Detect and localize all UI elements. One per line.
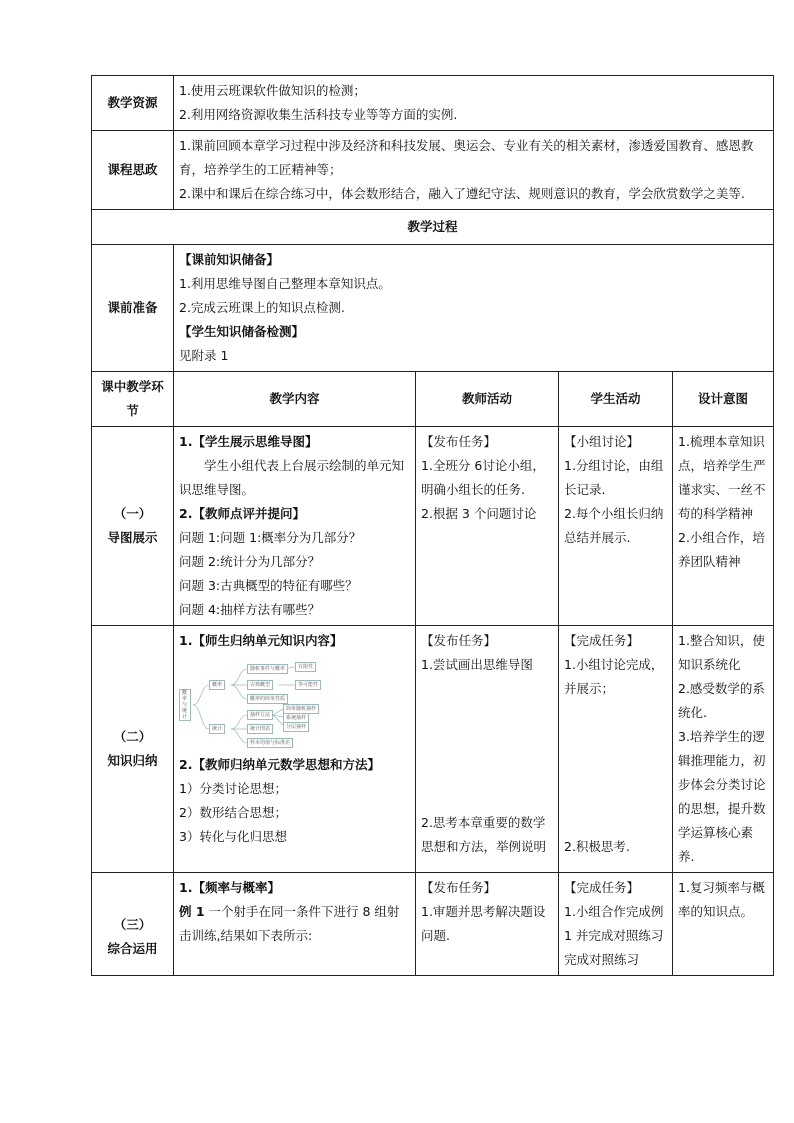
prep-row xyxy=(92,245,774,372)
ideology-row xyxy=(92,131,774,210)
ideology-cell xyxy=(174,131,774,210)
section-2-intent xyxy=(673,626,774,873)
question-4: 问题 4:抽样方法有哪些？ xyxy=(179,602,321,617)
section-2-student xyxy=(559,626,673,873)
section-3-name: 综合运用 xyxy=(107,941,158,956)
section-1-teacher-1: 1.全班分 6讨论小组，明确小组长的任务. xyxy=(421,458,545,497)
mind-map-node: 样本均值与标准差 xyxy=(247,738,293,748)
section-3-teacher-heading: 【发布任务】 xyxy=(421,880,497,895)
section-1-teacher xyxy=(416,427,559,626)
section-1-student-heading: 【小组讨论】 xyxy=(564,434,640,449)
resources-label: 教学资源 xyxy=(92,76,174,131)
mind-map-node: 简单随机抽样 xyxy=(283,704,319,714)
section-3-teacher xyxy=(416,873,559,976)
section-2-student-heading: 【完成任务】 xyxy=(564,633,640,648)
section-2-teacher-heading: 【发布任务】 xyxy=(421,633,497,648)
prep-item-2: 2.完成云班课上的知识点检测. xyxy=(179,300,345,315)
section-3-teacher-1: 1.审题并思考解决题设问题. xyxy=(421,904,546,943)
section-3-student xyxy=(559,873,673,976)
header-teacher: 教师活动 xyxy=(416,372,559,427)
process-title: 教学过程 xyxy=(92,210,774,245)
section-2-number: （二） xyxy=(113,729,152,744)
lesson-plan-table xyxy=(91,75,774,976)
question-1: 问题 1:问题 1:概率分为几部分？ xyxy=(179,530,362,545)
section-3-student-1: 1.小组合作完成例 1 并完成对照练习 xyxy=(564,904,664,943)
resources-row xyxy=(92,76,774,131)
section-1-student xyxy=(559,427,673,626)
mind-map-node: 概率的简单性质 xyxy=(247,694,288,704)
mind-map-root: 概率与统计 xyxy=(179,689,191,721)
example-1-text: 一个射手在同一条件下进行 8 组射击训练,结果如下表所示: xyxy=(179,904,400,943)
section-2-student-1: 1.小组讨论完成，并展示； xyxy=(564,657,664,696)
example-1 xyxy=(179,900,410,948)
section-1-row xyxy=(92,427,774,626)
section-1-teacher-2: 2.根据 3 个问题讨论 xyxy=(421,506,537,521)
header-intent: 设计意图 xyxy=(673,372,774,427)
section-3-row xyxy=(92,873,774,976)
section-2-teacher-1: 1.尝试画出思维导图 xyxy=(421,657,533,672)
header-content: 教学内容 xyxy=(174,372,416,427)
section-1-label xyxy=(92,427,174,626)
prep-item-1: 1.利用思维导图自己整理本章知识点。 xyxy=(179,276,391,291)
header-student: 学生活动 xyxy=(559,372,673,427)
section-1-heading-2: 2.【教师点评并提问】 xyxy=(179,506,305,521)
mind-map-node: 有限性 xyxy=(295,662,316,672)
section-2-intent-1: 1.整合知识，使知识系统化 xyxy=(678,633,765,672)
section-1-student-2: 2.每个小组长归纳总结并展示. xyxy=(564,506,664,545)
section-3-student-2: 完成对照练习 xyxy=(564,952,640,967)
process-title-row xyxy=(92,210,774,245)
resources-cell xyxy=(174,76,774,131)
mind-map-node: 统计图表 xyxy=(247,724,273,734)
section-2-name: 知识归纳 xyxy=(107,753,158,768)
method-2: 2）数形结合思想； xyxy=(179,805,287,820)
section-2-student-2: 2.积极思考. xyxy=(564,839,630,854)
prep-heading-2: 【学生知识储备检测】 xyxy=(179,324,305,339)
mind-map-node: 分层抽样 xyxy=(283,722,309,732)
section-1-content xyxy=(174,427,416,626)
prep-label: 课前准备 xyxy=(92,245,174,372)
section-3-intent xyxy=(673,873,774,976)
column-header-row xyxy=(92,372,774,427)
ideology-item-1: 1.课前回顾本章学习过程中涉及经济和科技发展、奥运会、专业有关的相关素材，渗透爱国教育、感恩教育，培养学生的工匠精神等； xyxy=(179,138,754,177)
section-2-label xyxy=(92,626,174,873)
section-2-teacher-2: 2.思考本章重要的数学思想和方法，举例说明 xyxy=(421,815,547,854)
prep-heading-1: 【课前知识储备】 xyxy=(179,252,280,267)
method-1: 1）分类讨论思想； xyxy=(179,781,287,796)
section-2-intent-3: 3.培养学生的逻辑推理能力，初步体会分类讨论的思想，提升数学运算核心素养. xyxy=(678,729,766,864)
section-1-paragraph: 学生小组代表上台展示绘制的单元知识思维导图。 xyxy=(179,458,405,497)
section-3-student-heading: 【完成任务】 xyxy=(564,880,640,895)
mind-map-diagram xyxy=(179,657,329,747)
section-2-intent-2: 2.感受数学的系统化. xyxy=(678,681,765,720)
ideology-item-2: 2.课中和课后在综合练习中，体会数形结合，融入了遵纪守法、规则意识的教育，学会欣赏数学之美等. xyxy=(179,186,745,201)
section-1-name: 导图展示 xyxy=(107,530,158,545)
question-3: 问题 3:古典概型的特征有哪些？ xyxy=(179,578,358,593)
section-3-number: （三） xyxy=(113,917,152,932)
section-3-heading-1: 1.【频率与概率】 xyxy=(179,880,280,895)
prep-cell xyxy=(174,245,774,372)
section-1-heading-1: 1.【学生展示思维导图】 xyxy=(179,434,318,449)
mind-map-branch-2: 统计 xyxy=(209,724,225,734)
section-2-content xyxy=(174,626,416,873)
section-1-teacher-heading: 【发布任务】 xyxy=(421,434,497,449)
example-1-label: 例 1 xyxy=(179,904,205,919)
section-3-content xyxy=(174,873,416,976)
section-2-teacher xyxy=(416,626,559,873)
mind-map-branch-1: 概率 xyxy=(209,680,225,690)
section-1-number: （一） xyxy=(113,506,152,521)
ideology-label: 课程思政 xyxy=(92,131,174,210)
mind-map-node: 等可能性 xyxy=(295,680,321,690)
resources-item-1: 1.使用云班课软件做知识的检测； xyxy=(179,83,366,98)
section-1-intent-2: 2.小组合作，培养团队精神 xyxy=(678,530,765,569)
mind-map-node: 随机事件与概率 xyxy=(247,664,288,674)
section-3-label xyxy=(92,873,174,976)
section-3-intent-1: 1.复习频率与概率的知识点。 xyxy=(678,880,765,919)
section-1-intent-1: 1.梳理本章知识点，培养学生严谨求实、一丝不苟的科学精神 xyxy=(678,434,766,521)
mind-map-node: 系统抽样 xyxy=(283,713,309,723)
section-2-heading-2: 2.【教师归纳单元数学思想和方法】 xyxy=(179,757,380,772)
header-stage: 课中教学环节 xyxy=(92,372,174,427)
prep-appendix: 见附录 1 xyxy=(179,348,229,363)
resources-item-2: 2.利用网络资源收集生活科技专业等等方面的实例. xyxy=(179,107,458,122)
mind-map-node: 抽样方法 xyxy=(247,710,273,720)
mind-map-node: 古典概型 xyxy=(247,680,273,690)
question-2: 问题 2:统计分为几部分？ xyxy=(179,554,321,569)
section-2-heading-1: 1.【师生归纳单元知识内容】 xyxy=(179,633,343,648)
section-2-row xyxy=(92,626,774,873)
section-1-intent xyxy=(673,427,774,626)
method-3: 3）转化与化归思想 xyxy=(179,829,287,844)
section-1-student-1: 1.分组讨论，由组长记录. xyxy=(564,458,664,497)
